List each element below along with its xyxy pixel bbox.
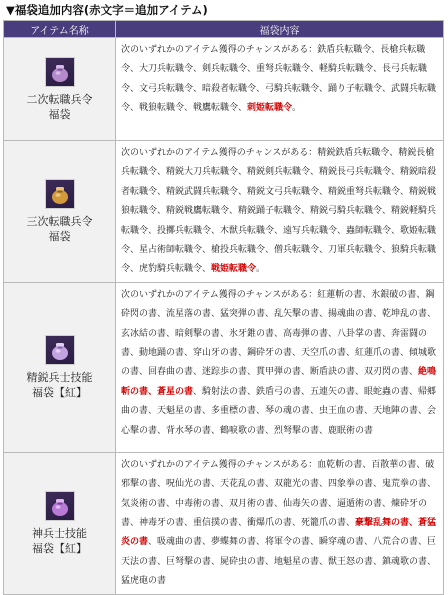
item-name: 福袋【紅】 [32, 385, 87, 399]
bag-content-text: 次のいずれかのアイテム獲得のチャンスがある：鉄盾兵転職令、長槍兵転職令、大刀兵転職令、剣兵転職令、重弩兵転職令、軽騎兵転職令、長弓兵転職令、文弓兵転職令、暗殺者転職令、弓騎兵転職令、踊り子転職令、武闘兵転職令、戦狼転職令、戦鷹転職令、 [121, 45, 437, 114]
table-row [4, 282, 444, 452]
table-row [4, 38, 444, 141]
lucky-bag-icon[interactable] [45, 491, 75, 521]
added-item-text: 豪撃乱舞の書、蒼猛炎の書 [121, 518, 437, 548]
added-item-text: 戦姫転職令 [211, 264, 257, 275]
item-name: 精鋭兵士技能 [26, 370, 93, 384]
bag-content-cell [116, 141, 444, 283]
bag-content-cell [116, 452, 444, 594]
item-name-cell[interactable] [4, 452, 116, 594]
item-name: 二次転職兵令 [26, 92, 93, 106]
bag-content-cell [116, 282, 444, 452]
section-title: ▼福袋追加内容(赤文字＝追加アイテム) [6, 3, 208, 17]
added-item-text: 刺姫転職令 [247, 103, 293, 114]
lucky-bag-table [3, 20, 444, 595]
column-header-item-name: アイテム名称 [4, 21, 116, 38]
item-name: 福袋 [48, 107, 71, 121]
item-name-cell[interactable] [4, 141, 116, 283]
lucky-bag-icon[interactable] [45, 179, 75, 209]
table-header-row [4, 21, 444, 38]
bag-content-text-end: 、騎射法の書、鉄盾弓の書、五連矢の書、眼蛇蟲の書、帰郷曲の書、天魁星の書、多重標の書、琴の魂の書、虫王血の書、天地陣の書、会心撃の書、背水琴の書、鶴唳歌の書、烈弩撃の書、鹿眠術の書 [121, 386, 437, 436]
bag-content-text-end: 、吸魂曲の書、夢蝶舞の書、将軍令の書、瞬穿魂の書、八荒合の書、巨天法の書、巨弩撃の書、屍砕虫の書、地魁星の書、獣王怒の書、鎮魂歌の書、猛虎砲の書 [121, 537, 437, 587]
table-row [4, 452, 444, 594]
lucky-bag-icon[interactable] [45, 335, 75, 365]
bag-content-text: 次のいずれかのアイテム獲得のチャンスがある：血乾斬の書、百散華の書、破邪撃の書、呪仙光の書、天花乱の書、双龍光の書、四象拳の書、鬼荒拳の書、気炎術の書、中毒術の書、双月術の書、仙毒矢の書、逼遁術の書、煉砕牙の書、神毒牙の書、重信撲の書、衝爆爪の書、死籠爪の書、 [121, 459, 437, 529]
bag-content-cell [116, 38, 444, 141]
item-name-cell[interactable] [4, 282, 116, 452]
item-name-cell[interactable] [4, 38, 116, 141]
table-row [4, 141, 444, 283]
item-name: 福袋【紅】 [32, 541, 87, 555]
bag-content-text: 次のいずれかのアイテム獲得のチャンスがある：紅蓮斬の書、氷銀破の書、鋼砕閃の書、流星落の書、猛突弾の書、乱矢撃の書、揚魂曲の書、乾坤乱の書、玄冰結の書、暗剣撃の書、氷牙錐の書、高毒弾の書、八卦掌の書、奔雷闘の書、動地踊の書、穿山牙の書、鋼砕牙の書、天空爪の書、紅蓮爪の書、傾城歌の書、回春曲の書、迷踪歩の書、貫甲弾の書、断盾訣の書、双刃閃の書、 [121, 289, 437, 378]
item-name: 三次転職兵令 [26, 214, 93, 228]
lucky-bag-icon[interactable] [45, 57, 75, 87]
bag-content-text-end: 。 [292, 103, 302, 114]
bag-content-text: 次のいずれかのアイテム獲得のチャンスがある：精鋭鉄盾兵転職令、精鋭長槍兵転職令、精鋭大刀兵転職令、精鋭剣兵転職令、精鋭長弓兵転職令、精鋭暗殺者転職令、精鋭武闘兵転職令、精鋭文弓兵転職令、精鋭重弩兵転職令、精鋭戦狼転職令、精鋭戦鷹転職令、精鋭踊子転職令、精鋭弓騎兵転職令、精鋭軽騎兵転職令、投擲兵転職令、木獣兵転職令、遠写兵転職令、蟲師転職令、歌姫転職令、星占術師転職令、槍投兵転職令、僧兵転職令、刀軍兵転職令、狼騎兵転職令、虎豹騎兵転職令、 [121, 148, 437, 275]
added-item-text: 絶鳴斬の書、蒼星の書 [121, 367, 437, 397]
column-header-bag-content: 福袋内容 [116, 21, 444, 38]
item-name: 神兵士技能 [32, 526, 87, 540]
bag-content-text-end: 。 [256, 264, 266, 275]
item-name: 福袋 [48, 229, 71, 243]
